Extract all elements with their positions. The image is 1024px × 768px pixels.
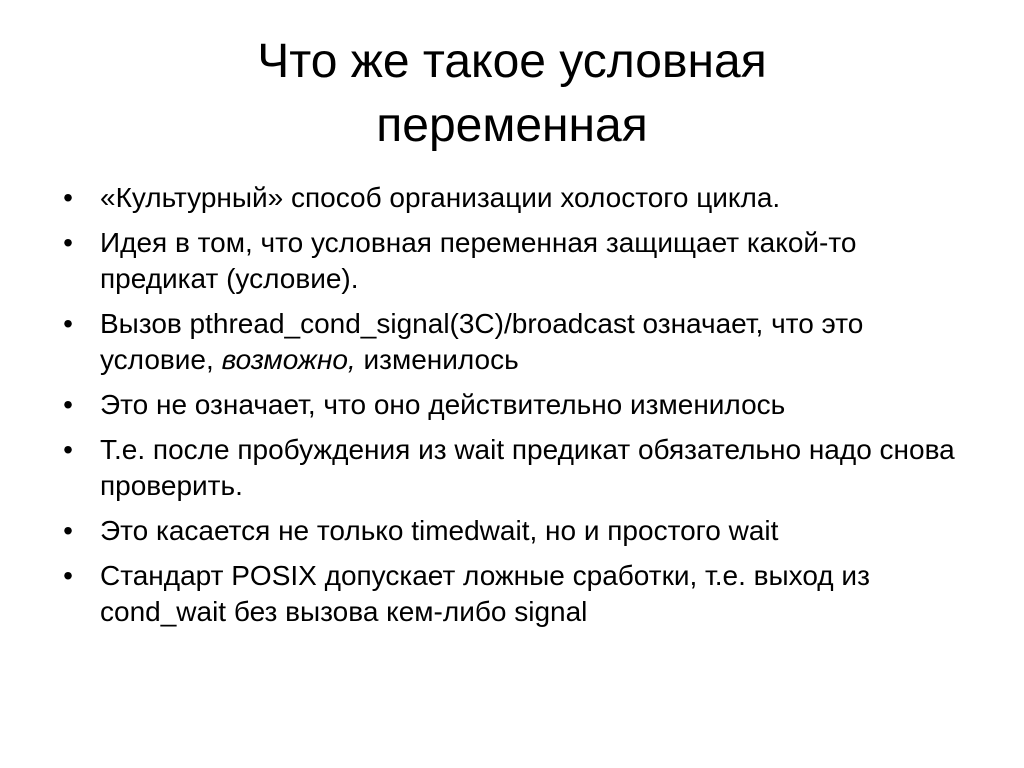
bullet-dot-icon: • — [63, 515, 73, 546]
bullet-text — [100, 308, 863, 375]
bullet-text: Т.е. после пробуждения из wait предикат обязательно надо снова проверить. — [100, 434, 955, 501]
bullet-item — [58, 225, 978, 297]
bullet-dot-icon: • — [63, 560, 73, 591]
bullet-item — [58, 432, 978, 504]
bullet-text: Идея в том, что условная переменная защищает какой-то предикат (условие). — [100, 227, 857, 294]
bullet-list — [58, 180, 978, 639]
bullet-item — [58, 180, 978, 216]
bullet-text: «Культурный» способ организации холостого цикла. — [100, 182, 781, 213]
bullet-item — [58, 558, 978, 630]
slide-title-line-1: Что же такое условная — [257, 35, 767, 88]
bullet-item — [58, 387, 978, 423]
bullet-dot-icon: • — [63, 434, 73, 465]
bullet-text: Стандарт POSIX допускает ложные сработки, т.е. выход из cond_wait без вызова кем-либо signal — [100, 560, 870, 627]
bullet-item — [58, 513, 978, 549]
bullet-text-part: Вызов pthread_cond_signal(3C)/broadcast означает, что это условие, — [100, 308, 864, 375]
bullet-dot-icon: • — [63, 308, 73, 339]
bullet-dot-icon: • — [63, 227, 73, 258]
bullet-text: Это не означает, что оно действительно изменилось — [100, 389, 786, 420]
bullet-text: Это касается не только timedwait, но и простого wait — [100, 515, 779, 546]
bullet-item — [58, 306, 978, 378]
bullet-dot-icon: • — [63, 182, 73, 213]
bullet-dot-icon: • — [63, 389, 73, 420]
slide-title — [80, 30, 944, 158]
slide-title-line-2: переменная — [376, 99, 648, 152]
bullet-text-emphasis: возможно, — [221, 344, 356, 375]
bullet-text-part: изменилось — [355, 344, 519, 375]
